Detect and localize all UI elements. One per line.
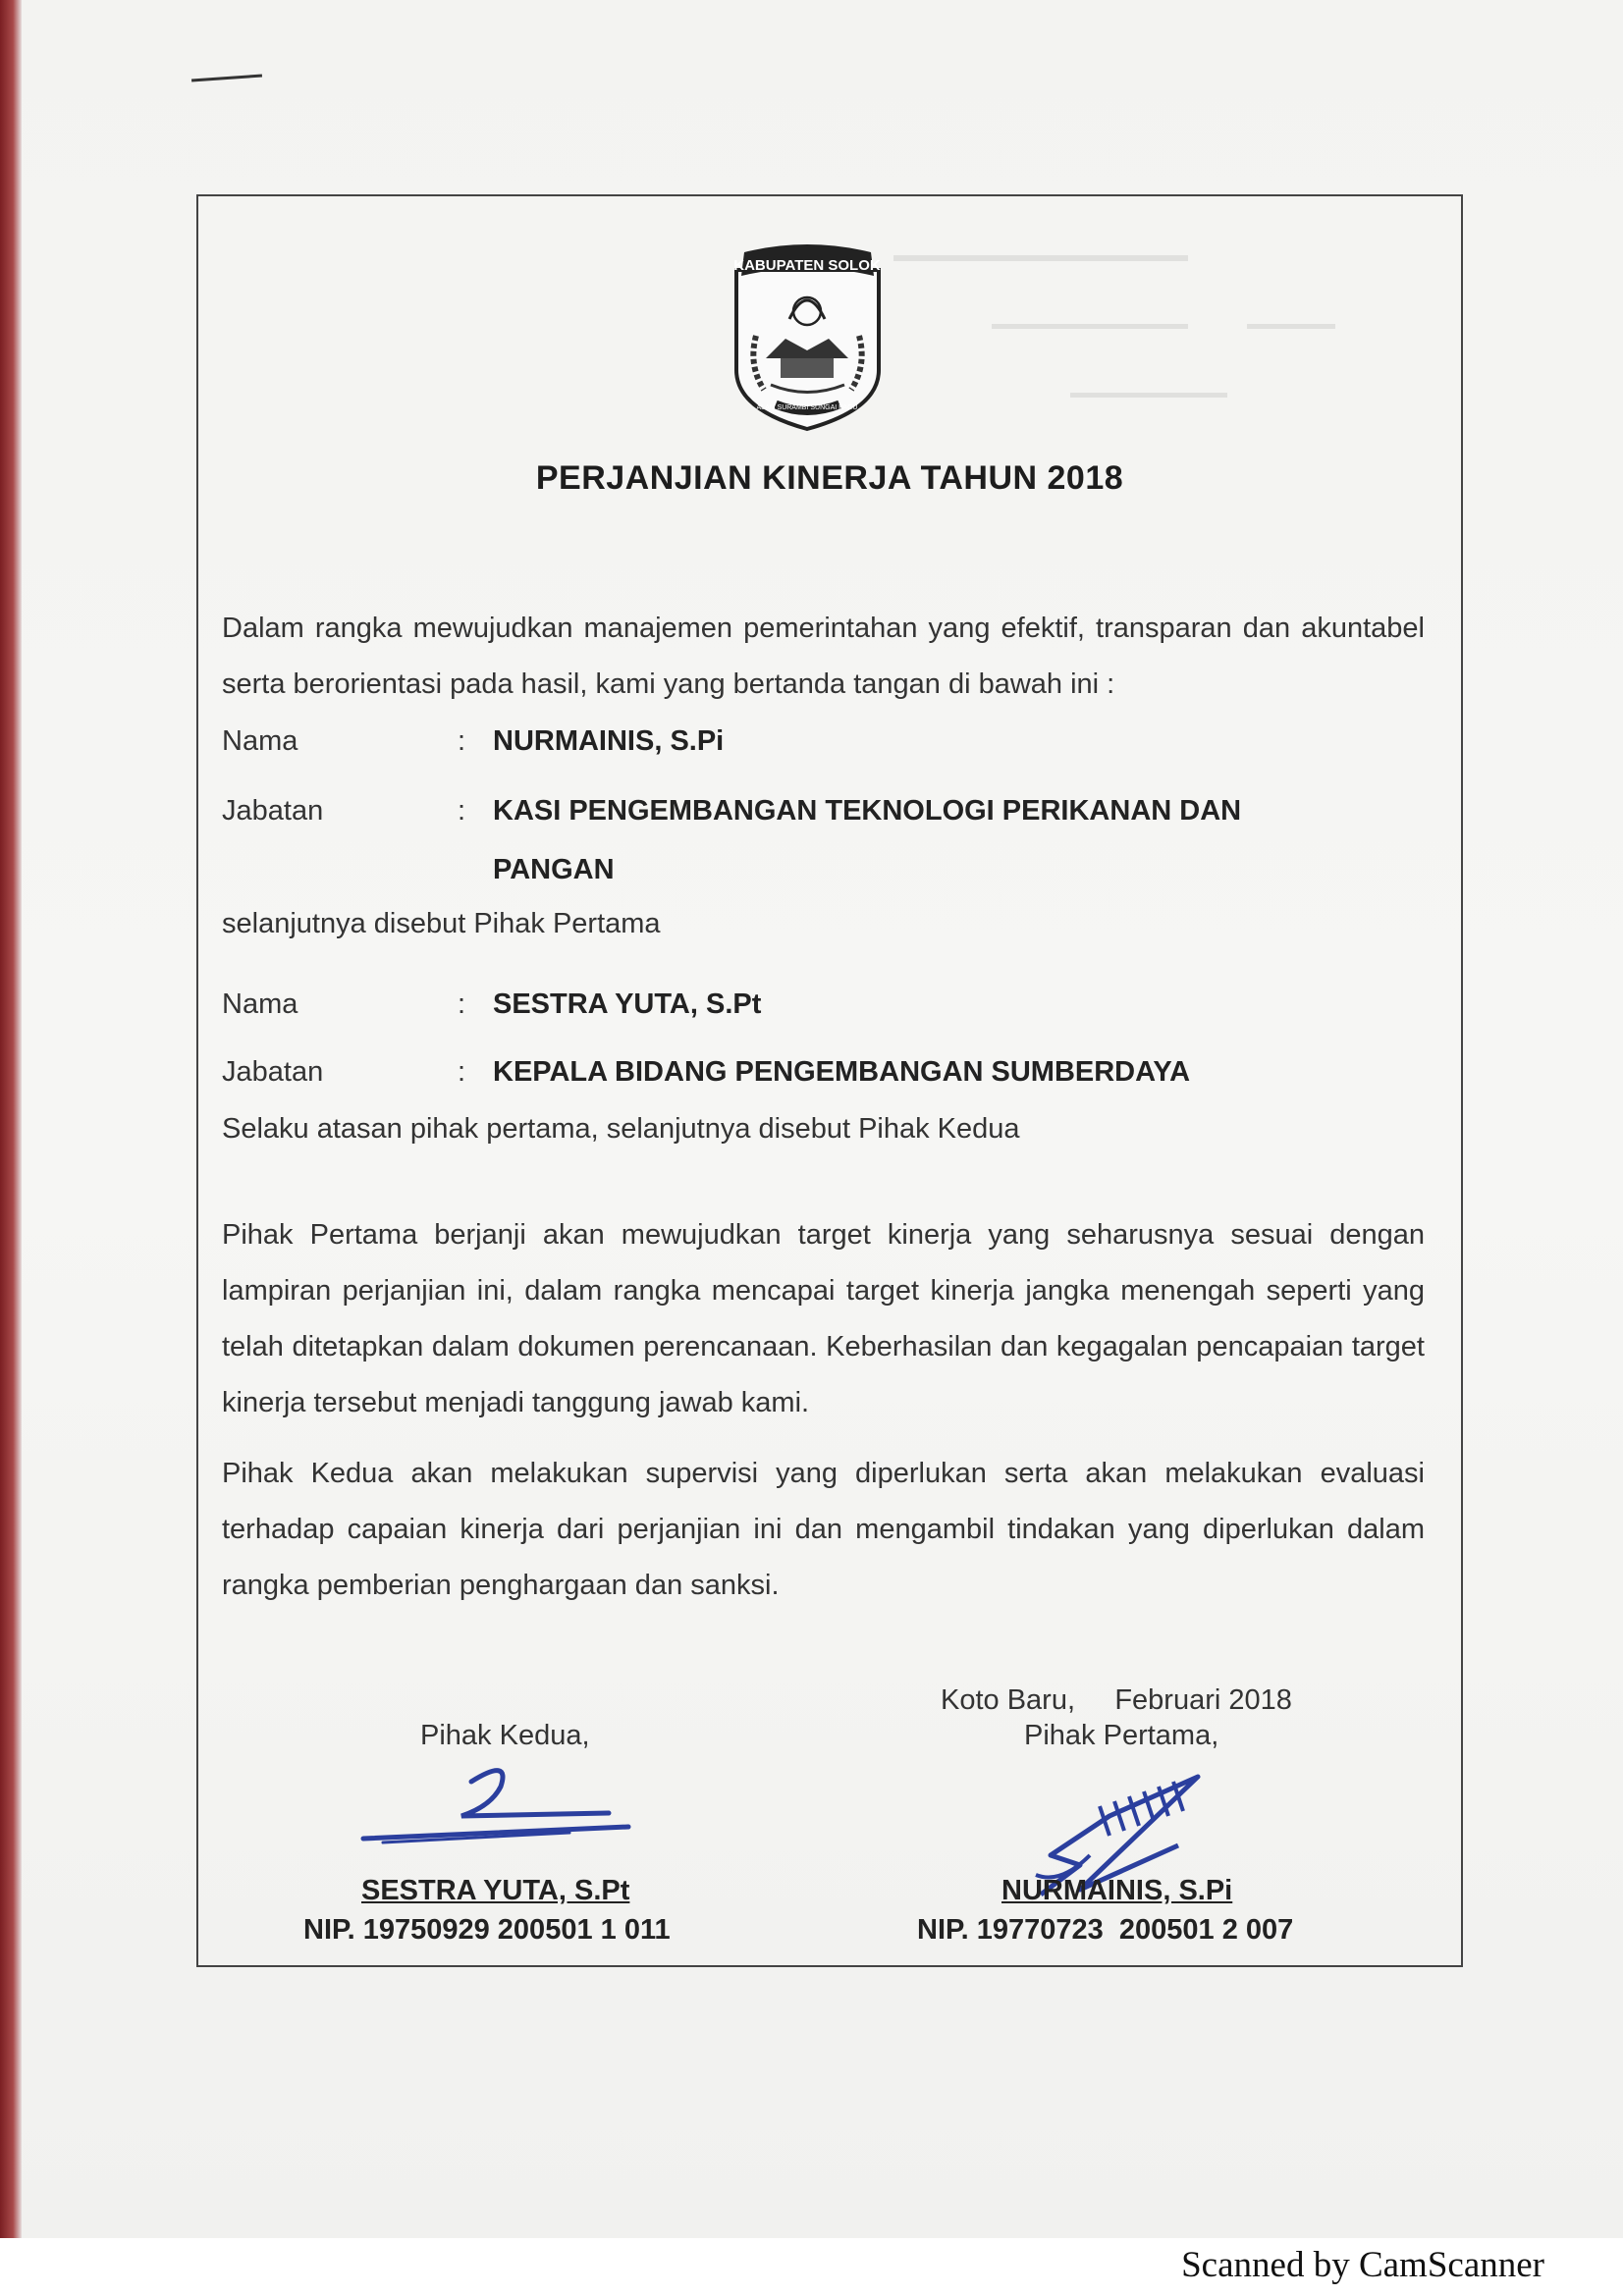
left-signatory-nip: NIP. 19750929 200501 1 011 xyxy=(303,1914,671,1946)
party1-jabatan-line2: PANGAN xyxy=(493,854,615,885)
scan-edge-left xyxy=(0,0,22,2238)
commitment-paragraph: Pihak Pertama berjanji akan mewujudkan target kinerja yang seharusnya sesuai dengan lampiran perjanjian ini, dalam rangka mencapai target kinerja jangka menengah seperti yang telah ditetapkan dalam dokumen perencanaan. Keberhasilan dan kegagalan pencapaian target kinerja tersebut menjadi tanggung jawab kami. xyxy=(222,1219,1425,1418)
document-title: PERJANJIAN KINERJA TAHUN 2018 xyxy=(535,459,1124,497)
party1-jabatan-row xyxy=(222,781,1241,899)
party1-jabatan-colon: : xyxy=(458,795,466,827)
right-signatory-role: Pihak Pertama, xyxy=(1024,1720,1219,1751)
party1-note-text: selanjutnya disebut Pihak Pertama xyxy=(222,908,661,939)
party2-note xyxy=(222,1113,1020,1146)
party2-nama-colon: : xyxy=(458,988,466,1020)
place-date: Koto Baru, Februari 2018 xyxy=(941,1684,1292,1716)
right-signatory-name: NURMAINIS, S.Pi xyxy=(1001,1875,1233,1906)
party2-nama-row xyxy=(222,975,761,1034)
scanner-watermark: Scanned by CamScanner xyxy=(1181,2245,1544,2285)
left-signatory-name: SESTRA YUTA, S.Pt xyxy=(361,1875,630,1906)
left-signatory-role: Pihak Kedua, xyxy=(420,1720,590,1751)
party1-jabatan-label: Jabatan xyxy=(222,795,324,827)
logo-text-bottom: ALAM SURAMBI SUNGAI PAGU xyxy=(756,404,858,411)
logo-text-top: KABUPATEN SOLOK xyxy=(733,257,881,274)
kabupaten-solok-logo xyxy=(727,242,889,434)
party1-jabatan-line1: KASI PENGEMBANGAN TEKNOLOGI PERIKANAN DAN xyxy=(493,795,1242,827)
party2-nama-label: Nama xyxy=(222,988,298,1020)
party1-nama-colon: : xyxy=(458,725,466,757)
right-signatory-nip: NIP. 19770723 200501 2 007 xyxy=(917,1914,1294,1946)
party2-jabatan-row xyxy=(222,1042,1190,1101)
party1-note xyxy=(222,908,661,940)
party2-jabatan-value: KEPALA BIDANG PENGEMBANGAN SUMBERDAYA xyxy=(493,1056,1191,1088)
left-signature xyxy=(353,1762,638,1860)
intro-paragraph: Dalam rangka mewujudkan manajemen pemerintahan yang efektif, transparan dan akuntabel serta berorientasi pada hasil, kami yang bertanda tangan di bawah ini : xyxy=(222,613,1425,700)
party2-jabatan-colon: : xyxy=(458,1056,466,1088)
party1-nama-label: Nama xyxy=(222,725,298,757)
party1-jabatan-value xyxy=(493,781,1241,899)
supervision-paragraph: Pihak Kedua akan melakukan supervisi yang diperlukan serta akan melakukan evaluasi terhadap capaian kinerja dari perjanjian ini dan mengambil tindakan yang diperlukan dalam rangka pemberian penghargaan dan sanksi. xyxy=(222,1458,1425,1601)
party1-nama-value: NURMAINIS, S.Pi xyxy=(493,725,725,757)
party2-nama-value: SESTRA YUTA, S.Pt xyxy=(493,988,762,1020)
party1-nama-row xyxy=(222,712,724,771)
party2-note-text: Selaku atasan pihak pertama, selanjutnya disebut Pihak Kedua xyxy=(222,1113,1020,1145)
party2-jabatan-label: Jabatan xyxy=(222,1056,324,1088)
